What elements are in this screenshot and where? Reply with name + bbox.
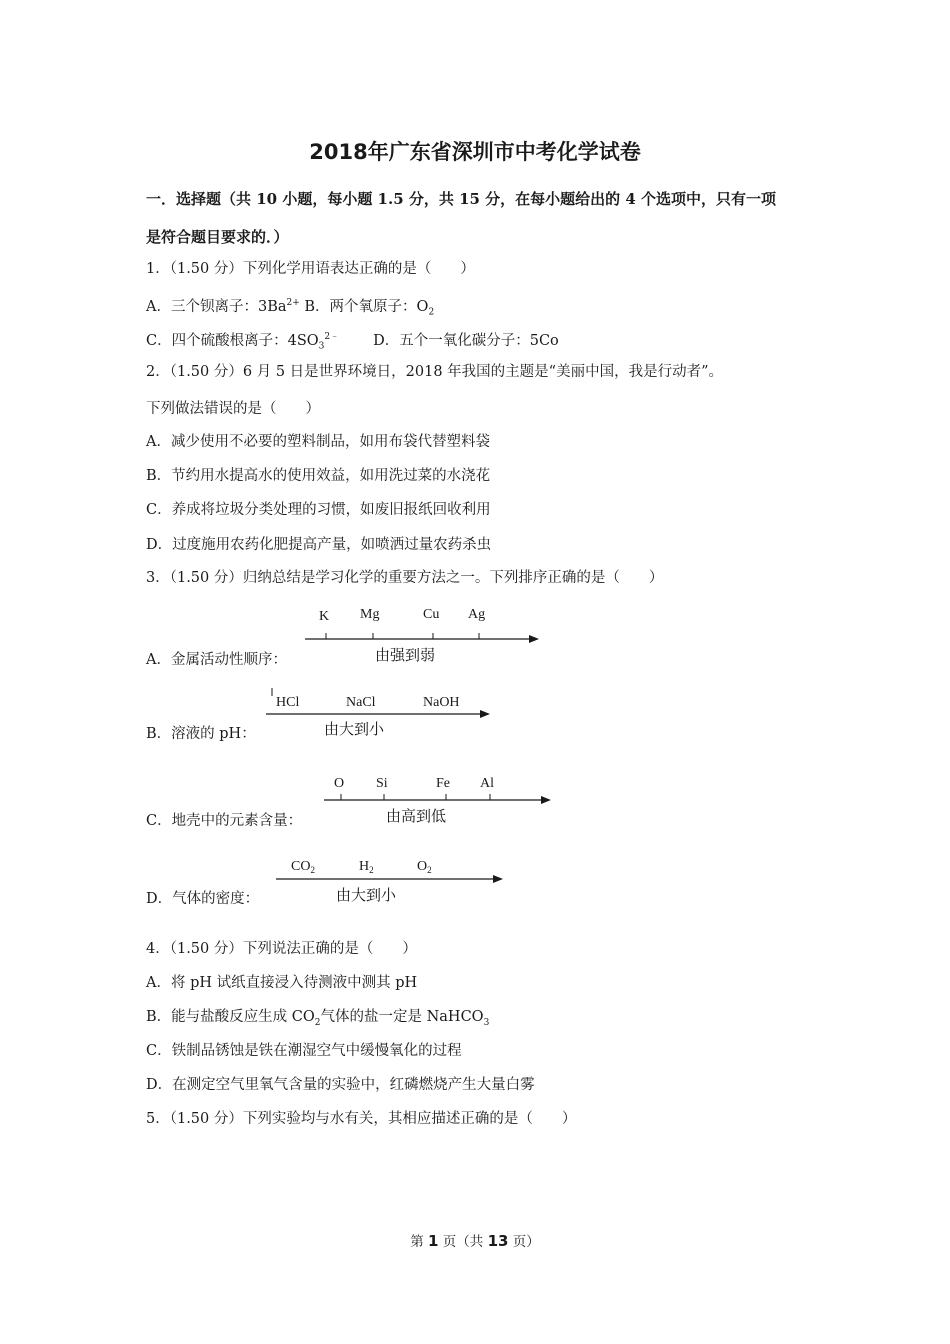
label-o: O: [334, 776, 345, 791]
q3-option-d: D．气体的密度：: [146, 891, 260, 907]
q2-option-d: D．过度施用农药化肥提高产量，如喷洒过量农药杀虫: [146, 537, 492, 553]
q2-stem-2: 下列做法错误的是（ ）: [146, 401, 320, 417]
label-fe: Fe: [436, 776, 450, 791]
q2-option-b: B．节约用水提高水的使用效益，如用洗过菜的水浇花: [146, 468, 491, 484]
q3-a-diagram: [305, 600, 545, 668]
q2-option-a: A．减少使用不必要的塑料制品，如用布袋代替塑料袋: [146, 434, 490, 450]
label-h2: $H_2$: [359, 859, 374, 875]
label-naoh: NaOH: [423, 695, 460, 710]
label-si: Si: [376, 776, 388, 791]
caption-c: 由高到低: [386, 807, 447, 825]
q1-option-c-charge: 2﹣: [324, 332, 340, 342]
caption-b: 由大到小: [324, 720, 385, 738]
q4-option-d: D．在测定空气里氧气含量的实验中，红磷燃烧产生大量白雾: [146, 1077, 535, 1093]
q1-options-ab: [146, 293, 434, 323]
label-ag: Ag: [468, 607, 486, 622]
label-k: K: [319, 609, 330, 624]
arrow-head: [541, 796, 551, 804]
q1-option-c: C．四个硫酸根离子：4SO: [146, 332, 319, 349]
label-cu: Cu: [423, 607, 440, 622]
q2-stem: 2．（1.50 分）6 月 5 日是世界环境日，2018 年我国的主题是“美丽中国，我是行动者”。: [146, 364, 723, 380]
total-pages: 13: [487, 1232, 509, 1250]
label-hcl: HCl: [276, 695, 300, 710]
q4-option-c: C．铁制品锈蚀是铁在潮湿空气中缓慢氧化的过程: [146, 1043, 462, 1059]
q3-option-c: C．地壳中的元素含量：: [146, 813, 303, 829]
q5-stem: 5．（1.50 分）下列实验均与水有关，其相应描述正确的是（ ）: [146, 1111, 577, 1127]
label-o2: $O_2$: [417, 859, 432, 875]
q4-option-b: B．能与盐酸反应生成 $CO_2$气体的盐一定是 NaHCO$_3$: [146, 1009, 490, 1028]
label-co2: $CO_2$: [291, 859, 315, 875]
q3-d-diagram: [276, 852, 516, 908]
page-footer: 第 1 页（共 13 页）: [410, 1232, 540, 1250]
caption-d: 由大到小: [336, 886, 397, 904]
arrow-head: [493, 875, 503, 883]
section-heading-line2: 是符合题目要求的．）: [146, 228, 289, 246]
q1-option-c-subscript: 3: [318, 341, 325, 352]
q4-option-a: A．将 pH 试纸直接浸入待测液中测其 pH: [146, 975, 418, 991]
page-title: 2018年广东省深圳市中考化学试卷: [309, 140, 641, 164]
q1-option-b-subscript: 2: [428, 307, 435, 318]
q4-stem: 4．（1.50 分）下列说法正确的是（ ）: [146, 941, 417, 957]
q3-b-diagram: [266, 688, 496, 740]
label-al: Al: [480, 776, 494, 791]
q1-stem: 1．（1.50 分）下列化学用语表达正确的是（ ）: [146, 261, 475, 277]
q3-option-a: A．金属活动性顺序：: [146, 652, 287, 668]
q2-option-c: C．养成将垃圾分类处理的习惯，如废旧报纸回收利用: [146, 502, 491, 518]
current-page: 1: [428, 1232, 439, 1250]
q3-c-diagram: [324, 768, 564, 830]
label-mg: Mg: [360, 607, 380, 622]
q1-option-b: B．两个氧原子：O: [299, 298, 429, 315]
q1-option-a-charge: 2+: [286, 298, 300, 308]
q1-options-cd: [146, 327, 559, 357]
arrow-head: [529, 635, 539, 643]
label-nacl: NaCl: [346, 695, 376, 710]
arrow-head: [480, 710, 490, 718]
q3-stem: 3．（1.50 分）归纳总结是学习化学的重要方法之一。下列排序正确的是（ ）: [146, 570, 664, 586]
q3-option-b: B．溶液的 pH：: [146, 726, 256, 742]
caption-a: 由强到弱: [375, 646, 436, 664]
q1-option-d: D．五个一氧化碳分子：5Co: [373, 332, 559, 349]
q1-option-a: A．三个钡离子：3Ba: [146, 298, 287, 315]
section-heading-line1: 一．选择题（共 10 小题，每小题 1.5 分，共 15 分，在每小题给出的 4 个选项中，只有一项: [146, 190, 777, 208]
